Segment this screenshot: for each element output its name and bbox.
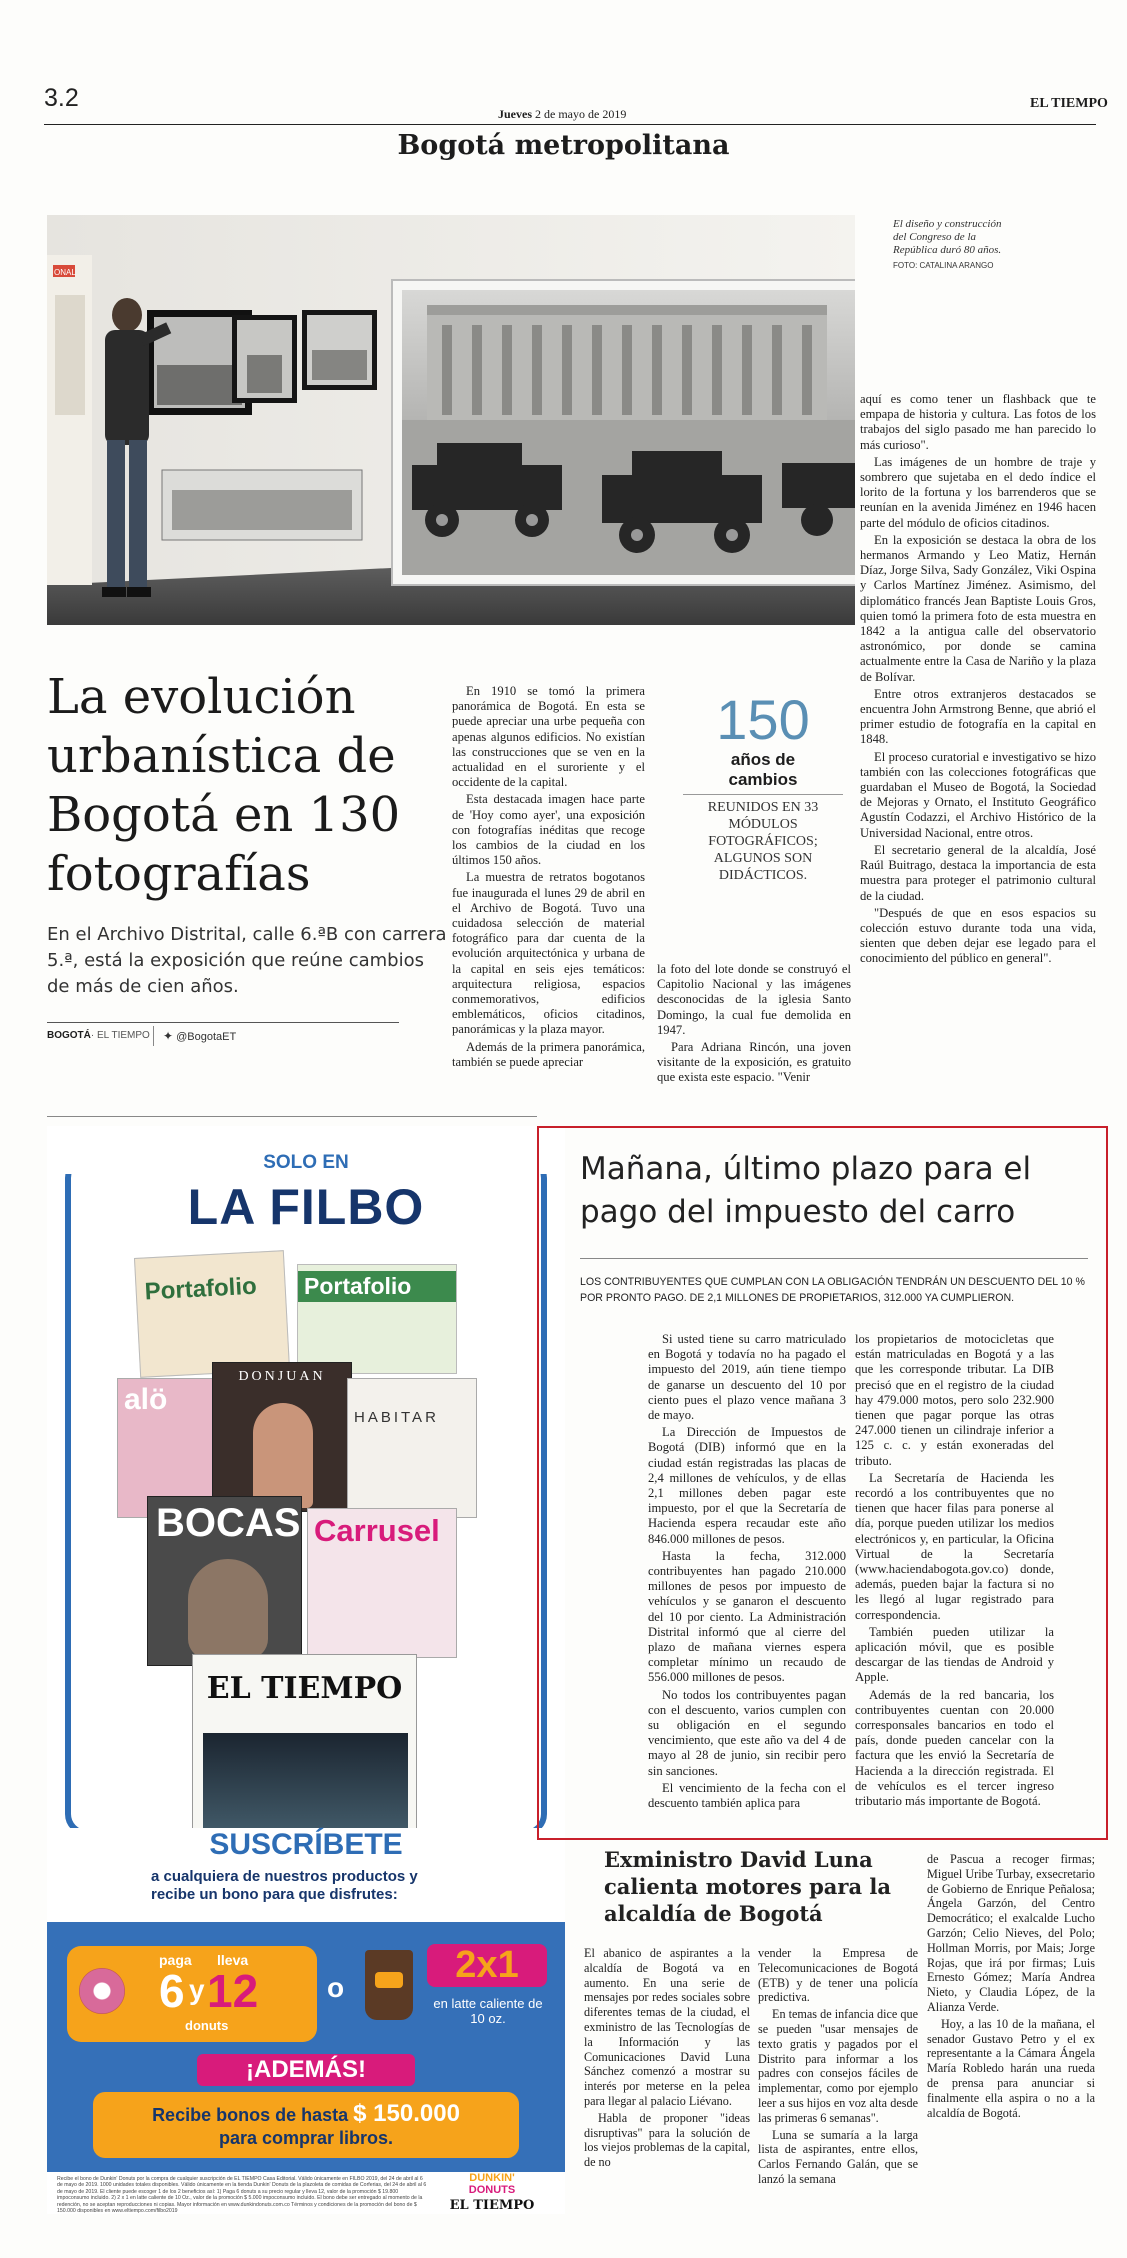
offer-band xyxy=(47,1922,565,2172)
paragraph: En temas de infancia dice que se pueden "usar mensajes de texto gratis y pagados por el Distrito para informar a los padres con consejos fáciles de implementar, como por ejemplo leer a sus hijos en voz alta desde las primeras 6 semanas". xyxy=(758,2007,918,2125)
page-number: 3.2 xyxy=(44,84,79,112)
dunkin-logo xyxy=(447,2172,537,2213)
paragraph: Hoy, a las 10 de la mañana, el senador Gustavo Petro y el ex representante a la Cámara Ángela María Robledo harán una rueda de prensa para anunciar si finalmente ella aspira o no a la alcaldía de Bogotá. xyxy=(927,2016,1095,2120)
factbox-desc: REUNIDOS EN 33 MÓDULOS FOTOGRÁFICOS; ALGUNOS SON DIDÁCTICOS. xyxy=(707,800,819,883)
ad-fair-name: LA FILBO xyxy=(187,1179,425,1235)
twitter-handle[interactable] xyxy=(163,1029,236,1043)
paragraph: Habla de proponer "ideas disruptivas" para la solución de los viejos problemas de la capital, de no xyxy=(584,2110,750,2170)
ad-cta: SUSCRÍBETE xyxy=(47,1828,565,1862)
model-figure xyxy=(253,1403,313,1508)
donut-box xyxy=(67,1946,317,2042)
mag-bocas xyxy=(147,1496,302,1666)
date-rest: 2 de mayo de 2019 xyxy=(535,107,627,121)
cover-face xyxy=(188,1559,268,1659)
newspaper-photo xyxy=(203,1733,408,1843)
lead-column-3 xyxy=(860,392,1096,969)
paragraph: aquí es como tener un flashback que te empapa de historia y cultura. Las fotos de los trabajos del siglo pasado me han parecido lo más curioso". xyxy=(860,392,1096,452)
paragraph: El secretario general de la alcaldía, José Raúl Buitrago, destaca la importancia de esta muestra para proteger el patrimonio cultural de la ciudad. xyxy=(860,842,1096,903)
offer-latte: en latte caliente de 10 oz. xyxy=(433,1996,543,2026)
twitter-icon: ✦ xyxy=(163,1029,174,1043)
date-day: Jueves xyxy=(498,107,532,121)
lead-headline: La evolución urbanística de Bogotá en 130 fotografías xyxy=(47,669,401,902)
offer-12: 12 xyxy=(207,1965,259,2017)
luna-column-2 xyxy=(758,1946,918,2189)
tax-rule xyxy=(580,1258,1088,1259)
paragraph: No todos los contribuyentes pagan con el descuento, varios cumplen con su obligación en el segundo vencimiento, que este año va del 4 de mayo al 28 de junio, sin recibir pero sin sanciones. xyxy=(648,1687,846,1778)
tax-column-2 xyxy=(855,1332,1054,1811)
header-rule xyxy=(44,124,1096,125)
caption-line: El diseño y construcción xyxy=(893,218,1002,230)
mag-carrusel xyxy=(307,1508,457,1658)
ademas-badge: ¡ADEMÁS! xyxy=(197,2054,415,2086)
ad-cta-sub: a cualquiera de nuestros productos y recibe un bono para que disfrutes: xyxy=(151,1868,418,1903)
offer-2x1: 2x1 xyxy=(427,1944,547,1987)
paragraph: la foto del lote donde se construyó el Capitolio Nacional y las imágenes desconocidas de la iglesia Santo Domingo, la cual fue demolida en 1947. xyxy=(657,962,851,1037)
eltiempo-logo: EL TIEMPO xyxy=(449,2198,535,2213)
photo-caption xyxy=(893,218,1001,272)
tax-deck: LOS CONTRIBUYENTES QUE CUMPLAN CON LA OBLIGACIÓN TENDRÁN UN DESCUENTO DEL 10 % POR PRONTO PAGO. DE 2,1 MILLONES DE PROPIETARIOS, 312.000 YA CUMPLIERON. xyxy=(580,1276,1085,1304)
paragraph: Luna se sumaría a la larga lista de aspirantes, entre ellos, Carlos Fernando Galán, que se lanzó la semana xyxy=(758,2127,918,2186)
donut xyxy=(79,1968,125,2014)
factbox-title-l2: cambios xyxy=(728,770,798,789)
newspaper-eltiempo xyxy=(192,1654,417,1849)
paragraph: La Dirección de Impuestos de Bogotá (DIB) informó que en la ciudad están registradas las placas de 2,4 millones de vehículos, y de ellas 2,1 millones deben pagar este impuesto, por el que la Secretaría de Hacienda espera recaudar este año 846.000 millones de pesos. xyxy=(648,1425,846,1546)
section-title: Bogotá metropolitana xyxy=(397,130,730,161)
photo-credit: FOTO: CATALINA ARANGO xyxy=(893,261,994,270)
mag-title: DONJUAN xyxy=(238,1369,326,1384)
paragraph: Además de la primera panorámica, también se puede apreciar xyxy=(452,1039,645,1069)
byline-rule xyxy=(47,1022,399,1023)
bono-box xyxy=(93,2092,519,2158)
paragraph: La Secretaría de Hacienda les recordó a los contribuyentes que no tienen que hacer filas para ponerse al día, porque pueden utilizar los medios electrónicos y, en particular, la Oficina Virtual de la Secretaría (www.haciendabogota.gov.co) donde, además, pueden bajar la factura si no les llegó al lugar registrado para correspondencia. xyxy=(855,1470,1054,1622)
lead-summary: En el Archivo Distrital, calle 6.ªB con carrera 5.ª, está la exposición que reúne cambios de más de cien años. xyxy=(47,924,447,997)
mag-donjuan xyxy=(212,1362,352,1512)
mag-title: Portafolio xyxy=(144,1272,258,1306)
mag-portafolio-2 xyxy=(297,1264,457,1374)
mag-portafolio-1 xyxy=(134,1250,290,1378)
luna-column-3 xyxy=(927,1852,1095,2122)
factbox-title xyxy=(660,750,866,790)
offer-6: 6 xyxy=(159,1965,185,2017)
paragraph: Las imágenes de un hombre de traje y sombrero que sujetaba en el dedo índice el lorito de la fortuna y los barrenderos que se reunían en la avenida Jiménez en 1946 hacen parte del módulo de oficios citadinos. xyxy=(860,454,1096,530)
mag-title: HABITAR xyxy=(354,1409,439,1426)
luna-column-1 xyxy=(584,1946,750,2172)
factbox-number: 150 xyxy=(716,688,810,751)
latte-cup-icon xyxy=(365,1950,413,2020)
caption-line: República duró 80 años. xyxy=(893,244,1002,256)
paragraph: Hasta la fecha, 312.000 contribuyentes han pagado 210.000 millones de pesos por impuesto de vehículos y se ganaron el descuento del 10 por ciento. La Administración Distrital informó que al cierre del plazo de mañana viernes espera completar mínimo un recaudo de 556.000 millones de pesos. xyxy=(648,1548,846,1685)
exhibition-photo xyxy=(47,215,855,625)
paragraph: Entre otros extranjeros destacados se encuentra John Armstrong Benne, que abrió el primer estudio de fotografía en la capital en 1848. xyxy=(860,686,1096,747)
mag-habitar xyxy=(347,1378,477,1518)
exhibit-sign: ONAL xyxy=(54,268,76,277)
twitter-handle-text: @BogotaET xyxy=(176,1031,237,1043)
paragraph: El abanico de aspirantes a la alcaldía de Bogotá va en aumento. En una serie de mensajes por redes sociales sobre diferentes temas de la ciudad, el exministro de las Tecnologías de la Información y las Comunicaciones David Luna Sánchez comenzó a mostrar su interés por meterse en la pelea para llegar al palacio Liévano. xyxy=(584,1946,750,2108)
paragraph: Esta destacada imagen hace parte de 'Hoy como ayer', una exposición con fotografías inéditas que recoge los cambios de la ciudad en los últimos 150 años. xyxy=(452,792,645,868)
offer-donuts: donuts xyxy=(185,2018,229,2033)
ad-legal: Recibe el bono de Dunkin' Donuts por la compra de cualquier suscripción de EL TIEMPO Casa Editorial. Válido únicamente en FILBO 2019, del 24 de abril al 6 de mayo de 2019. 1000 unidades totales disponibles. Válido únicamente en la tienda Dunkin' Donuts de la plazoleta de comidas de Corferias, del 24 de abril al 6 de mayo de 2019. El cliente puede escoger 1 de los 2 beneficios así: 1) Paga 6 donuts a su precio regular y lleva 12, valor de la promoción $ 19.800 impoconsumo incluido. 2) 2 x 1 en latte caliente de 10 Oz., valor de la promoción $ 5.000 impoconsumo incluido. El bono debe ser entregado al momento de la redención, no se aceptan reproducciones ni copias. Mayor información en www.dunkindonuts.com.co Términos y condiciones de la promoción del bono de $ 150.000 disponibles en www.eltiempo.com/filbo2019 xyxy=(57,2176,427,2214)
masthead: EL TIEMPO xyxy=(1030,96,1108,111)
paragraph: Si usted tiene su carro matriculado en Bogotá y todavía no ha pagado el impuesto del 2019, aún tiene tiempo de ganarse un descuento del 10 por ciento pues el plazo vence mañana 3 de mayo. xyxy=(648,1332,846,1423)
tax-column-1 xyxy=(648,1332,846,1813)
offer-paga: paga xyxy=(159,1952,192,1968)
byline-divider xyxy=(153,1026,154,1046)
paragraph: Para Adriana Rincón, una joven visitante de la exposición, es gratuito que exista este espacio. "Venir xyxy=(657,1040,851,1085)
paragraph: El vencimiento de la fecha con el descuento también aplica para xyxy=(648,1780,846,1811)
bono-line2: para comprar libros. xyxy=(218,2128,394,2148)
lead-column-1 xyxy=(452,684,645,1072)
offer-lleva: lleva xyxy=(217,1952,249,1968)
mag-title: EL TIEMPO xyxy=(206,1671,403,1706)
filbo-ad xyxy=(47,1126,565,2214)
offer-or: o xyxy=(327,1972,345,2003)
factbox xyxy=(660,690,866,884)
dunkin-logo-l2: DONUTS xyxy=(468,2184,516,2196)
mag-title: alö xyxy=(124,1383,168,1416)
mag-title: BOCAS xyxy=(156,1501,301,1545)
paragraph: "Después de que en esos espacios su colección estuvo durante toda una vida, sienten que deben dejar ese legado para el conocimiento del público en general". xyxy=(860,905,1096,966)
paragraph: vender la Empresa de Telecomunicaciones de Bogotá (ETB) y de tener una policía predictiva. xyxy=(758,1946,918,2005)
paragraph: En la exposición se destaca la obra de los hermanos Armando y Leo Matiz, Hernán Díaz, Jorge Silva, Sady González, Viki Ospina y Carlos Martínez Jiménez. Asimismo, del diplomático francés Jean Baptiste Louis Gros, quien tomó la primera foto de esta muestra en 1842 a la antigua calle del observatorio astronómico, por donde se camina actualmente entre la Casa de Nariño y la plaza de Bolívar. xyxy=(860,532,1096,684)
dunkin-logo-l1: DUNKIN' xyxy=(469,2172,515,2184)
tax-headline: Mañana, último plazo para el pago del impuesto del carro xyxy=(580,1151,1032,1230)
bono-amount: $ 150.000 xyxy=(353,2100,460,2127)
date-line xyxy=(498,107,626,122)
paragraph: La muestra de retratos bogotanos fue inaugurada el lunes 29 de abril en el Archivo de Bogotá. Tuvo una cuidadosa selección de material fotográfico para dar cuenta de la evolución arquitectónica y urbana de la capital en seis ejes temáticos: arquitectura religiosa, espacios conmemorativos, edificios emblemáticos, oficios citadinos, panorámicas y la plaza mayor. xyxy=(452,870,645,1037)
caption-line: del Congreso de la xyxy=(893,231,976,243)
luna-headline: Exministro David Luna calienta motores para la alcaldía de Bogotá xyxy=(604,1847,891,1926)
paragraph: Además de la red bancaria, los contribuyentes cuentan con 20.000 corresponsales bancarios en todo el país, donde pueden cancelar con la factura que les envió la Secretaría de Hacienda a la dirección registrada. El de vehículos es el tercer ingreso tributario más importante de Bogotá. xyxy=(855,1687,1054,1809)
factbox-divider xyxy=(683,794,843,795)
ad-top-label: SOLO EN xyxy=(47,1152,565,1174)
paragraph: los propietarios de motocicletas que están matriculadas en Bogotá y a las que les corresponde tributar. La DIB precisó que en el registro de la ciudad hay 479.000 motos, pero solo 232.900 tienen que pagar porque las otras 247.000 tienen un cilindraje inferior a 125 c. c. y están exoneradas del tributo. xyxy=(855,1332,1054,1468)
byline xyxy=(47,1030,150,1041)
section-divider xyxy=(47,1116,537,1117)
bono-line1: Recibe bonos de hasta xyxy=(152,2105,349,2125)
lead-column-2 xyxy=(657,962,851,1088)
paragraph: El proceso curatorial e investigativo se hizo también con las colecciones fotográficas que guardaban el Museo de Bogotá, la Sociedad de Mejoras y Ornato, el Instituto Geográfico Agustín Codazzi, el Archivo Histórico de la Universidad Nacional, entre otros. xyxy=(860,749,1096,840)
mag-title: Carrusel xyxy=(314,1513,440,1548)
paragraph: También pueden utilizar la aplicación móvil, que es posible descargar de las tiendas de Android y Apple. xyxy=(855,1624,1054,1685)
mag-title: Portafolio xyxy=(298,1271,456,1302)
offer-y: y xyxy=(189,1974,205,2005)
factbox-title-l1: años de xyxy=(730,750,796,769)
paragraph: de Pascua a recoger firmas; Miguel Uribe Turbay, exsecretario de Gobierno de Enrique Peñalosa; Ángela Garzón, del Centro Democrático; el exalcalde Lucho Garzón; Celio Nieves, del Polo; Hollman Morris, por Mais; Jorge Rojas, que irá por firmas; Luis Ernesto Gómez; María Andrea Nieto, y Claudia López, de la Alianza Verde. xyxy=(927,1852,1095,2014)
byline-city: BOGOTÁ xyxy=(47,1030,91,1041)
paragraph: En 1910 se tomó la primera panorámica de Bogotá. En esta se puede apreciar una urbe pequeña con apenas algunos edificios. No existían las construcciones que se ven en la actualidad en el suroriente y el occidente de la capital. xyxy=(452,684,645,790)
byline-source: · EL TIEMPO xyxy=(90,1030,150,1041)
